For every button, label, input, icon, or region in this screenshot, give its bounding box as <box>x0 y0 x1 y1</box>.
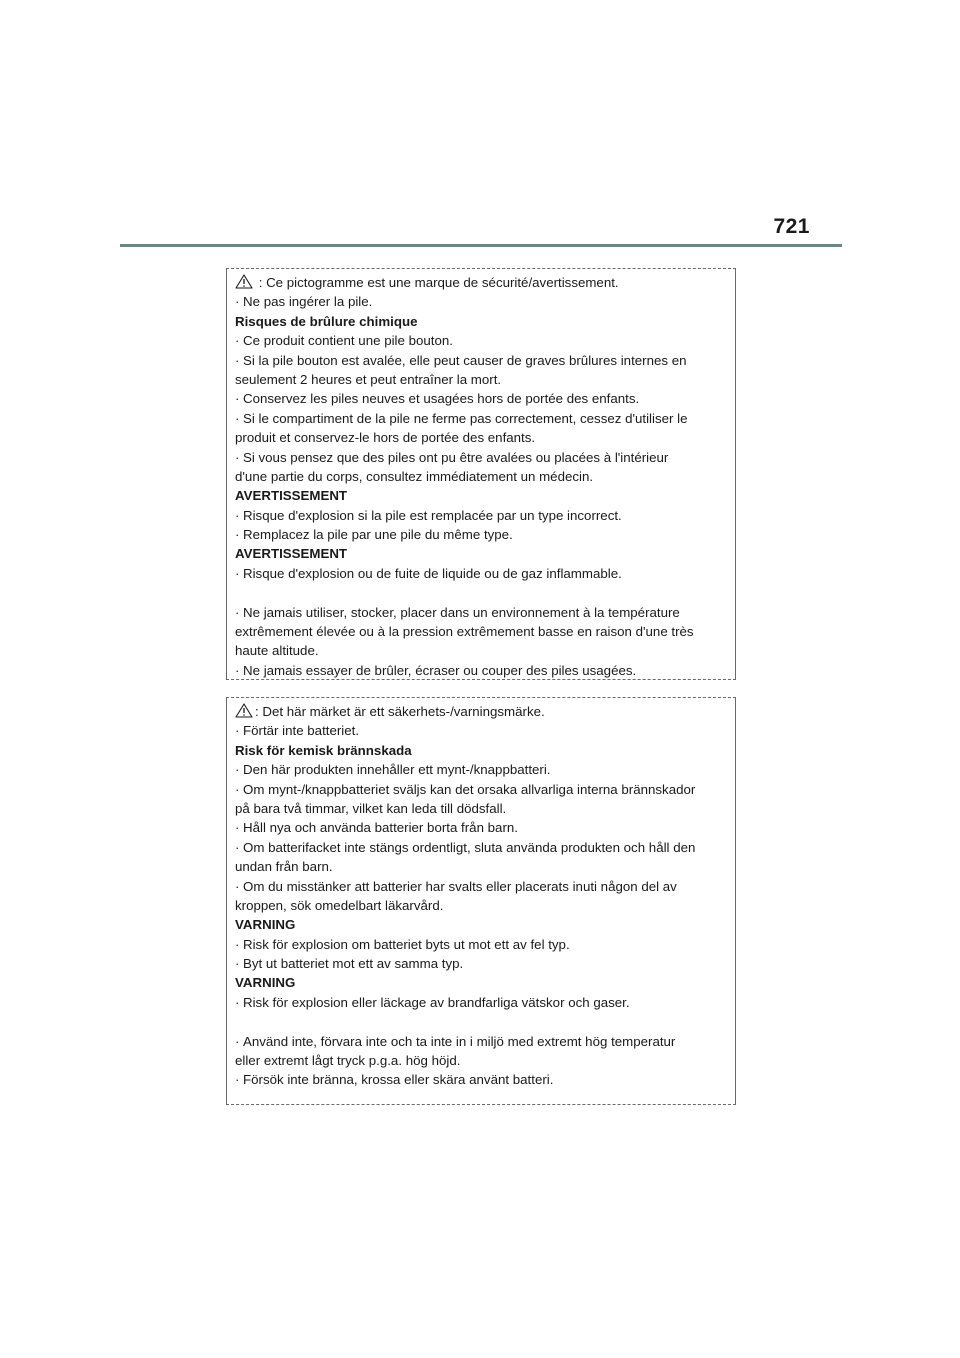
bullet-dot-icon: · <box>235 604 240 620</box>
bullet-dot-icon: · <box>235 762 240 778</box>
bullet-dot-icon: · <box>235 878 240 894</box>
continuation-text <box>235 896 735 915</box>
line-text: Förtär inte batteriet. <box>243 723 360 739</box>
bullet-dot-icon: · <box>235 662 240 678</box>
warning-triangle-icon <box>235 703 253 718</box>
line-text: undan från barn. <box>235 859 333 875</box>
bullet-item <box>235 603 735 622</box>
line-text: seulement 2 heures et peut entraîner la mort. <box>235 371 502 387</box>
line-text: Försök inte bränna, krossa eller skära använt batteri. <box>243 1072 554 1088</box>
blank-line <box>235 583 735 602</box>
warning-triangle-icon <box>235 274 253 289</box>
section-heading <box>235 486 735 505</box>
line-text: AVERTISSEMENT <box>235 488 348 504</box>
warning-symbol-line <box>235 273 735 292</box>
line-text: Risk för explosion om batteriet byts ut mot ett av fel typ. <box>243 936 570 952</box>
line-text: Si vous pensez que des piles ont pu être avalées ou placées à l'intérieur <box>243 449 669 465</box>
swedish-battery-warning-box <box>226 697 736 1105</box>
bullet-dot-icon: · <box>235 449 240 465</box>
continuation-text <box>235 1051 735 1070</box>
bullet-dot-icon: · <box>235 410 240 426</box>
blank-line <box>235 1012 735 1031</box>
line-text: : Det här märket är ett säkerhets-/varningsmärke. <box>255 704 545 719</box>
continuation-text <box>235 799 735 818</box>
bullet-item <box>235 818 735 837</box>
bullet-dot-icon: · <box>235 527 240 543</box>
line-text: produit et conservez-le hors de portée des enfants. <box>235 430 536 446</box>
line-text: haute altitude. <box>235 643 319 659</box>
line-text: Håll nya och använda batterier borta från barn. <box>243 820 518 836</box>
line-text: VARNING <box>235 917 296 933</box>
bullet-item <box>235 292 735 311</box>
bullet-item <box>235 877 735 896</box>
line-text: Ne pas ingérer la pile. <box>243 294 373 310</box>
continuation-text <box>235 428 735 447</box>
bullet-item <box>235 448 735 467</box>
line-text: Den här produkten innehåller ett mynt-/knappbatteri. <box>243 762 551 778</box>
french-battery-warning-box <box>226 268 736 680</box>
bullet-item <box>235 838 735 857</box>
header-rule <box>120 244 842 247</box>
line-text: Använd inte, förvara inte och ta inte in i miljö med extremt hög temperatur <box>243 1033 676 1049</box>
bullet-dot-icon: · <box>235 391 240 407</box>
line-text: Risques de brûlure chimique <box>235 313 418 329</box>
bullet-item <box>235 661 735 680</box>
page-number: 721 <box>773 215 810 238</box>
bullet-dot-icon: · <box>235 820 240 836</box>
line-text: Om mynt-/knappbatteriet sväljs kan det orsaka allvarliga interna brännskador <box>243 781 696 797</box>
bullet-item <box>235 721 735 740</box>
bullet-dot-icon: · <box>235 936 240 952</box>
bullet-dot-icon: · <box>235 507 240 523</box>
line-text: Ne jamais utiliser, stocker, placer dans un environnement à la température <box>243 604 680 620</box>
line-text: Si la pile bouton est avalée, elle peut causer de graves brûlures internes en <box>243 352 687 368</box>
section-heading <box>235 312 735 331</box>
bullet-item <box>235 351 735 370</box>
bullet-item <box>235 409 735 428</box>
line-text: kroppen, sök omedelbart läkarvård. <box>235 897 444 913</box>
line-text: Risk för kemisk brännskada <box>235 742 412 758</box>
line-text: på bara två timmar, vilket kan leda till dödsfall. <box>235 800 507 816</box>
line-text: VARNING <box>235 975 296 991</box>
line-text: Remplacez la pile par une pile du même type. <box>243 527 513 543</box>
line-text: eller extremt lågt tryck p.g.a. hög höjd. <box>235 1053 461 1069</box>
line-text: Si le compartiment de la pile ne ferme pas correctement, cessez d'utiliser le <box>243 410 688 426</box>
line-text: Om du misstänker att batterier har svalts eller placerats inuti någon del av <box>243 878 677 894</box>
continuation-text <box>235 370 735 389</box>
continuation-text <box>235 857 735 876</box>
line-text: Byt ut batteriet mot ett av samma typ. <box>243 956 464 972</box>
line-text: : Ce pictogramme est une marque de sécurité/avertissement. <box>255 275 619 290</box>
bullet-item <box>235 780 735 799</box>
section-heading <box>235 544 735 563</box>
continuation-text <box>235 467 735 486</box>
line-text: Ne jamais essayer de brûler, écraser ou couper des piles usagées. <box>243 662 637 678</box>
line-text: AVERTISSEMENT <box>235 546 348 562</box>
bullet-dot-icon: · <box>235 294 240 310</box>
line-text: d'une partie du corps, consultez immédiatement un médecin. <box>235 468 594 484</box>
bullet-dot-icon: · <box>235 352 240 368</box>
section-heading <box>235 915 735 934</box>
bullet-dot-icon: · <box>235 723 240 739</box>
continuation-text <box>235 622 735 641</box>
bullet-item <box>235 954 735 973</box>
bullet-dot-icon: · <box>235 994 240 1010</box>
bullet-dot-icon: · <box>235 781 240 797</box>
bullet-item <box>235 506 735 525</box>
line-text: Om batterifacket inte stängs ordentligt, sluta använda produkten och håll den <box>243 839 696 855</box>
section-heading <box>235 973 735 992</box>
bullet-item <box>235 1070 735 1089</box>
bullet-item <box>235 993 735 1012</box>
bullet-dot-icon: · <box>235 565 240 581</box>
bullet-item <box>235 1032 735 1051</box>
bullet-item <box>235 389 735 408</box>
continuation-text <box>235 641 735 660</box>
line-text: Risk för explosion eller läckage av brandfarliga vätskor och gaser. <box>243 994 630 1010</box>
warning-symbol-line <box>235 702 735 721</box>
line-text: Conservez les piles neuves et usagées hors de portée des enfants. <box>243 391 640 407</box>
bullet-item <box>235 760 735 779</box>
section-heading <box>235 741 735 760</box>
line-text: Ce produit contient une pile bouton. <box>243 333 453 349</box>
bullet-item <box>235 331 735 350</box>
line-text: extrêmement élevée ou à la pression extrêmement basse en raison d'une très <box>235 624 694 640</box>
bullet-dot-icon: · <box>235 1033 240 1049</box>
bullet-item <box>235 525 735 544</box>
bullet-item <box>235 564 735 583</box>
bullet-dot-icon: · <box>235 333 240 349</box>
bullet-item <box>235 935 735 954</box>
line-text: Risque d'explosion ou de fuite de liquide ou de gaz inflammable. <box>243 565 622 581</box>
bullet-dot-icon: · <box>235 839 240 855</box>
bullet-dot-icon: · <box>235 956 240 972</box>
line-text: Risque d'explosion si la pile est remplacée par un type incorrect. <box>243 507 622 523</box>
bullet-dot-icon: · <box>235 1072 240 1088</box>
